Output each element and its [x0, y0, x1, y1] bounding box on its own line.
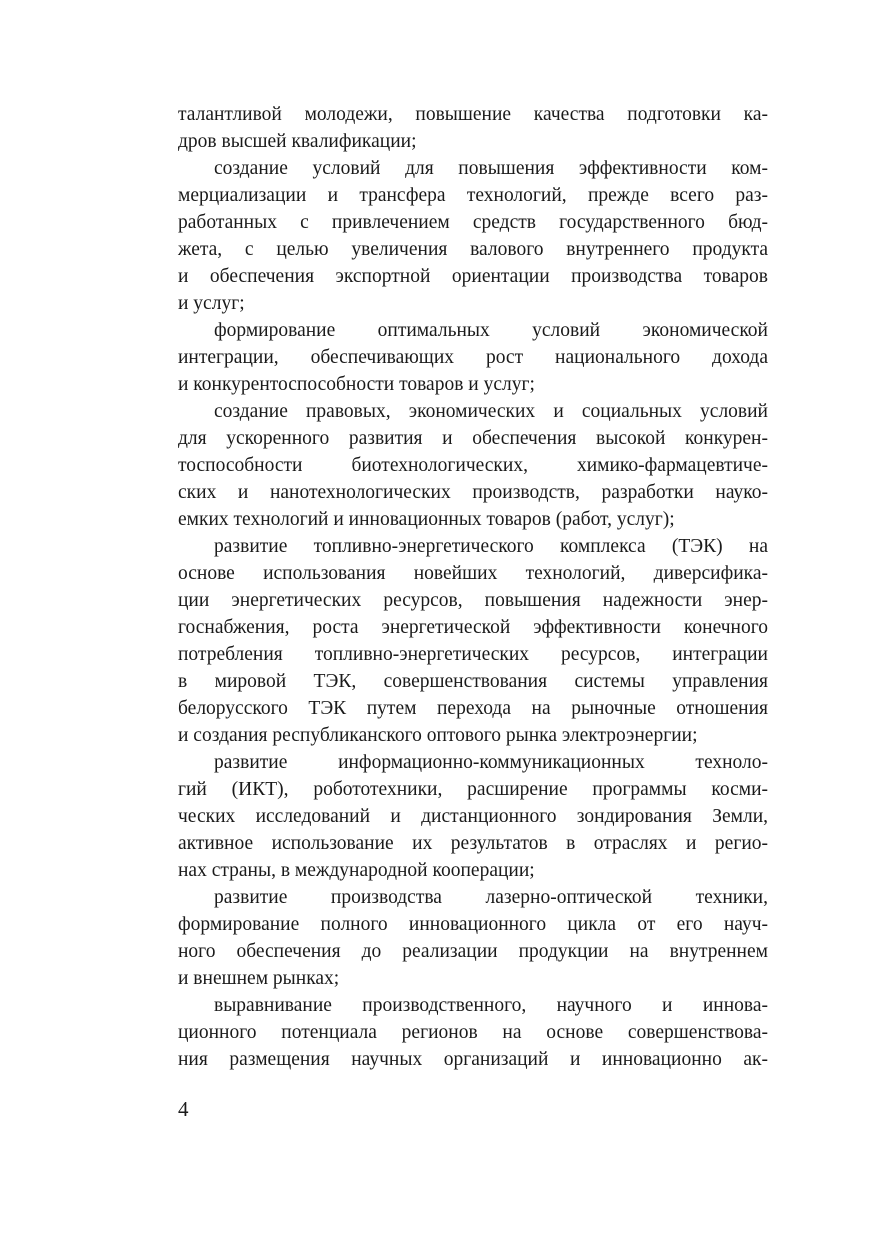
text-line: ции энергетических ресурсов, повышения надежности энер-: [178, 590, 768, 611]
text-line: и внешнем рынках;: [178, 968, 340, 989]
text-line: гий (ИКТ), робототехники, расширение программы косми-: [178, 779, 768, 800]
text-line: работанных с привлечением средств государственного бюд-: [178, 212, 768, 233]
text-line: выравнивание производственного, научного и иннова-: [214, 995, 768, 1016]
text-line: интеграции, обеспечивающих рост национального дохода: [178, 347, 768, 368]
text-line: формирование оптимальных условий экономической: [214, 320, 768, 341]
text-line: ного обеспечения до реализации продукции на внутреннем: [178, 941, 768, 962]
text-line: развитие топливно-энергетического комплекса (ТЭК) на: [214, 536, 768, 557]
text-line: и обеспечения экспортной ориентации производства товаров: [178, 266, 768, 287]
paragraph: [178, 533, 768, 749]
text-line: ских и нанотехнологических производств, разработки науко-: [178, 482, 768, 503]
text-line: емких технологий и инновационных товаров (работ, услуг);: [178, 509, 675, 530]
text-line: тоспособности биотехнологических, химико-фармацевтиче-: [178, 455, 768, 476]
text-line: жета, с целью увеличения валового внутреннего продукта: [178, 239, 768, 260]
page-number: 4: [178, 1097, 189, 1121]
text-line: белорусского ТЭК путем перехода на рыночные отношения: [178, 698, 768, 719]
text-line: создание условий для повышения эффективности ком-: [214, 158, 768, 179]
text-line: ния размещения научных организаций и инновационно ак-: [178, 1049, 768, 1070]
text-line: госнабжения, роста энергетической эффективности конечного: [178, 617, 768, 638]
text-line: ческих исследований и дистанционного зондирования Земли,: [178, 806, 768, 827]
text-line: мерциализации и трансфера технологий, прежде всего раз-: [178, 185, 768, 206]
paragraph: [178, 317, 768, 398]
paragraph: [178, 155, 768, 317]
text-line: ционного потенциала регионов на основе совершенствова-: [178, 1022, 768, 1043]
text-line: и услуг;: [178, 293, 245, 314]
body-text: [178, 101, 768, 1073]
text-line: для ускоренного развития и обеспечения высокой конкурен-: [178, 428, 768, 449]
text-line: талантливой молодежи, повышение качества подготовки ка-: [178, 104, 768, 125]
text-line: в мировой ТЭК, совершенствования системы управления: [178, 671, 768, 692]
text-line: и создания республиканского оптового рынка электроэнергии;: [178, 725, 698, 746]
text-line: формирование полного инновационного цикла от его науч-: [178, 914, 768, 935]
text-line: развитие производства лазерно-оптической техники,: [214, 887, 768, 908]
text-line: развитие информационно-коммуникационных техноло-: [214, 752, 768, 773]
paragraph: [178, 101, 768, 155]
text-line: активное использование их результатов в отраслях и регио-: [178, 833, 768, 854]
text-line: дров высшей квалификации;: [178, 131, 417, 152]
text-line: основе использования новейших технологий, диверсифика-: [178, 563, 768, 584]
text-line: потребления топливно-энергетических ресурсов, интеграции: [178, 644, 768, 665]
paragraph: [178, 992, 768, 1073]
paragraph: [178, 749, 768, 884]
text-line: и конкурентоспособности товаров и услуг;: [178, 374, 535, 395]
text-line: нах страны, в международной кооперации;: [178, 860, 535, 881]
paragraph: [178, 884, 768, 992]
text-line: создание правовых, экономических и социальных условий: [214, 401, 768, 422]
paragraph: [178, 398, 768, 533]
